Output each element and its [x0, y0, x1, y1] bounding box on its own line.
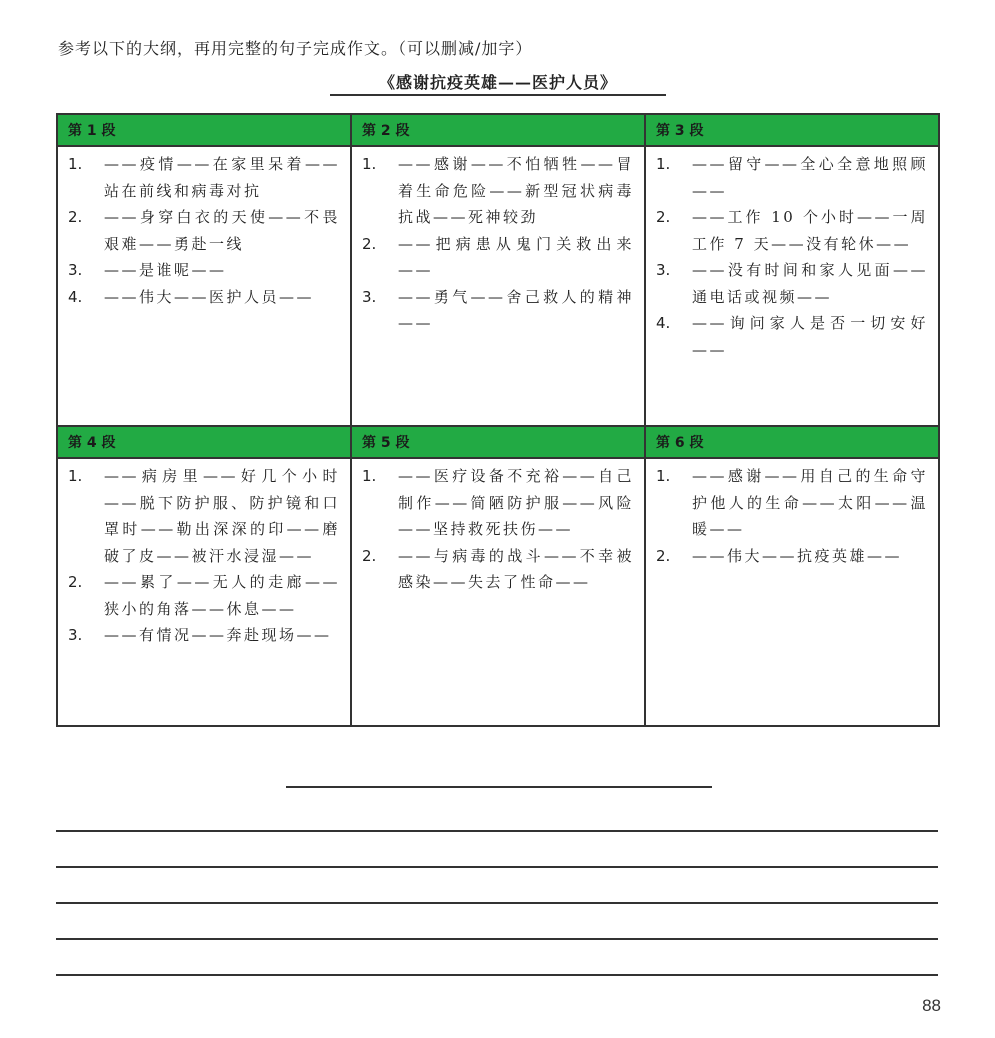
point-text: ——医疗设备不充裕——自己制作——简陋防护服——风险——坚持救死扶伤—— — [398, 467, 634, 538]
outline-point — [68, 463, 340, 569]
essay-title: 《感谢抗疫英雄——医护人员》 — [330, 70, 666, 96]
point-text: ——没有时间和家人见面——通电话或视频—— — [692, 261, 928, 306]
point-text: ——留守——全心全意地照顾—— — [692, 155, 928, 200]
point-text: ——勇气——舍己救人的精神—— — [398, 287, 634, 332]
outline-point — [68, 622, 340, 649]
outline-point — [68, 569, 340, 622]
paragraph-3-points — [656, 151, 928, 363]
page-number: 88 — [922, 996, 941, 1015]
outline-point — [656, 257, 928, 310]
writing-line-2[interactable] — [56, 866, 938, 868]
paragraph-2-heading: 第 2 段 — [351, 114, 645, 146]
point-number: 3. — [68, 261, 83, 279]
point-text: ——询问家人是否一切安好—— — [692, 314, 928, 359]
outline-point — [362, 151, 634, 231]
point-number: 3. — [362, 287, 377, 306]
outline-point — [68, 284, 340, 311]
outline-point — [68, 151, 340, 204]
essay-title-blank-line[interactable] — [286, 786, 712, 788]
outline-point — [656, 204, 928, 257]
point-number: 3. — [68, 626, 83, 644]
point-text: ——身穿白衣的天使——不畏艰难——勇赴一线 — [104, 208, 340, 253]
outline-point — [362, 231, 634, 284]
paragraph-6-heading: 第 6 段 — [645, 426, 939, 458]
paragraph-2-cell — [351, 146, 645, 426]
point-text: ——累了——无人的走廊——狭小的角落——休息—— — [104, 573, 340, 618]
point-number: 2. — [68, 208, 83, 226]
outline-point — [68, 257, 340, 284]
paragraph-1-heading: 第 1 段 — [57, 114, 351, 146]
paragraph-3-heading: 第 3 段 — [645, 114, 939, 146]
paragraph-4-points — [68, 463, 340, 649]
point-text: ——疫情——在家里呆着——站在前线和病毒对抗 — [104, 155, 340, 200]
point-number: 2. — [656, 208, 671, 226]
outline-table — [56, 113, 940, 727]
paragraph-5-heading: 第 5 段 — [351, 426, 645, 458]
paragraph-6-cell — [645, 458, 939, 726]
paragraph-4-cell — [57, 458, 351, 726]
point-number: 1. — [362, 155, 377, 173]
outline-point — [656, 543, 928, 570]
outline-point — [68, 204, 340, 257]
point-text: ——与病毒的战斗——不幸被感染——失去了性命—— — [398, 546, 634, 591]
paragraph-1-points — [68, 151, 340, 310]
point-text: ——伟大——医护人员—— — [104, 287, 315, 306]
paragraph-2-points — [362, 151, 634, 337]
point-text: ——病房里——好几个小时——脱下防护服、防护镜和口罩时——勒出深深的印——磨破了皮——被汗水浸湿—— — [104, 467, 340, 565]
point-text: ——有情况——奔赴现场—— — [104, 626, 332, 644]
writing-line-3[interactable] — [56, 902, 938, 904]
outline-point — [656, 151, 928, 204]
paragraph-3-cell — [645, 146, 939, 426]
paragraph-6-points — [656, 463, 928, 569]
point-number: 2. — [68, 573, 83, 591]
point-text: ——感谢——用自己的生命守护他人的生命——太阳——温暖—— — [692, 467, 928, 538]
writing-line-1[interactable] — [56, 830, 938, 832]
point-text: ——是谁呢—— — [104, 261, 227, 279]
paragraph-5-points — [362, 463, 634, 596]
writing-line-4[interactable] — [56, 938, 938, 940]
paragraph-1-cell — [57, 146, 351, 426]
point-number: 1. — [362, 467, 377, 485]
instruction-text: 参考以下的大纲，再用完整的句子完成作文。（可以删减/加字） — [58, 39, 533, 58]
writing-line-5[interactable] — [56, 974, 938, 976]
point-number: 1. — [68, 155, 83, 173]
point-number: 1. — [68, 467, 83, 485]
point-text: ——工作 10 个小时——一周工作 7 天——没有轮休—— — [692, 208, 928, 253]
point-number: 4. — [656, 314, 671, 332]
outline-point — [362, 284, 634, 337]
outline-point — [656, 310, 928, 363]
point-number: 1. — [656, 155, 671, 173]
paragraph-5-cell — [351, 458, 645, 726]
point-number: 4. — [68, 287, 83, 306]
point-number: 2. — [656, 546, 671, 565]
point-text: ——把病患从鬼门关救出来—— — [398, 234, 634, 279]
point-number: 3. — [656, 261, 671, 279]
outline-point — [362, 543, 634, 596]
point-number: 2. — [362, 234, 377, 253]
paragraph-4-heading: 第 4 段 — [57, 426, 351, 458]
point-number: 1. — [656, 467, 671, 485]
point-number: 2. — [362, 546, 377, 565]
outline-point — [362, 463, 634, 543]
point-text: ——感谢——不怕牺牲——冒着生命危险——新型冠状病毒抗战——死神较劲 — [398, 155, 634, 226]
outline-point — [656, 463, 928, 543]
point-text: ——伟大——抗疫英雄—— — [692, 546, 903, 565]
